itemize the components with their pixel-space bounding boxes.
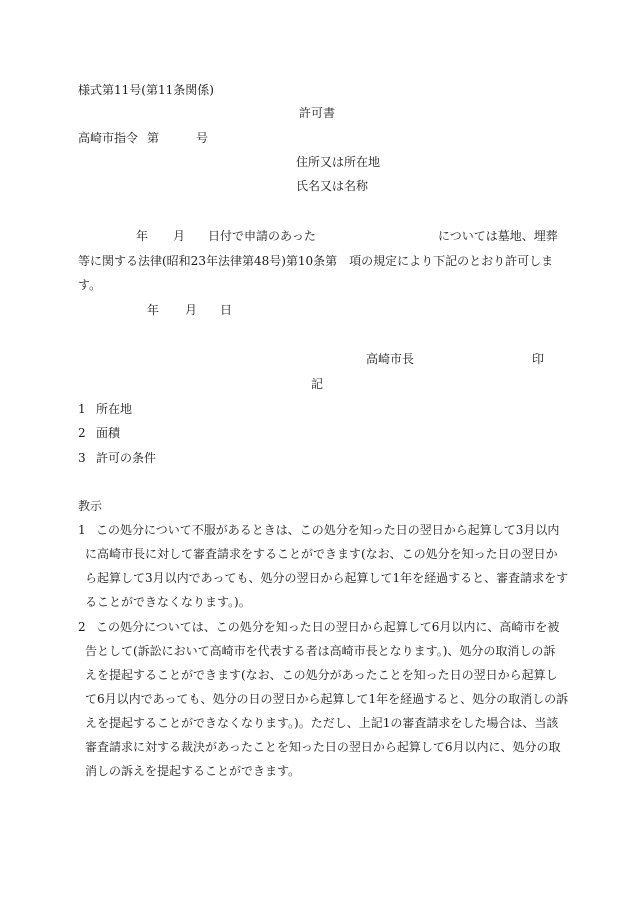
notice-heading: 教示	[78, 499, 103, 513]
notice-item-1-line: に高崎市長に対して審査請求をすることができます(なお、この処分を知った日の翌日か	[85, 547, 558, 561]
directive-prefix: 高崎市指令	[78, 131, 139, 145]
form-number: 様式第11号(第11条関係)	[78, 83, 214, 97]
item-1-label: 所在地	[96, 402, 133, 416]
ki-heading: 記	[311, 377, 324, 391]
directive-dai: 第	[147, 131, 160, 145]
issuer-seal: 印	[532, 352, 545, 366]
directive-go: 号	[196, 131, 209, 145]
notice-item-1-num: 1	[78, 523, 86, 537]
body-line2: 等に関する法律(昭和23年法律第48号)第10条第 項の規定により下記のとおり許可しま	[78, 254, 554, 268]
item-3-num: 3	[78, 451, 86, 465]
body-month: 月	[173, 229, 186, 243]
notice-item-2-num: 2	[78, 620, 86, 634]
issue-month: 月	[185, 303, 198, 317]
issue-day: 日	[220, 303, 233, 317]
notice-item-1-line: ることができなくなります。)。	[85, 595, 251, 609]
item-2-label: 面積	[96, 426, 121, 440]
address-label: 住所又は所在地	[296, 155, 381, 169]
notice-item-2-line: 消しの訴えを提起することができます。	[85, 764, 301, 778]
issue-year: 年	[147, 303, 160, 317]
body-year: 年	[136, 229, 149, 243]
item-2-num: 2	[78, 426, 86, 440]
notice-item-1-line: ら起算して3月以内であっても、処分の翌日から起算して1年を経過すると、審査請求をす	[85, 571, 569, 585]
notice-item-2-line: て6月以内であっても、処分の日の翌日から起算して1年を経過すると、処分の取消しの訴	[85, 692, 569, 706]
body-line3: す。	[78, 278, 102, 292]
notice-item-2-line: えを提起することができます(なお、この処分があったことを知った日の翌日から起算し	[85, 668, 558, 682]
item-1-num: 1	[78, 402, 86, 416]
name-label: 氏名又は名称	[296, 179, 369, 193]
notice-item-2-line: 告として(訴訟において高崎市を代表する者は高崎市長となります。)、処分の取消しの訴	[85, 644, 556, 658]
item-3-label: 許可の条件	[96, 451, 157, 465]
notice-item-2-line: 審査請求に対する裁決があったことを知った日の翌日から起算して6月以内に、処分の取	[85, 740, 561, 754]
notice-item-1-line: この処分について不服があるときは、この処分を知った日の翌日から起算して3月以内	[96, 523, 560, 537]
body-line1-rest: については墓地、埋葬	[438, 229, 558, 243]
issuer-title: 高崎市長	[366, 352, 415, 366]
notice-item-2-line: この処分については、この処分を知った日の翌日から起算して6月以内に、高崎市を被	[96, 620, 560, 634]
notice-item-2-line: えを提起することができなくなります。)。ただし、上記1の審査請求をした場合は、当該	[85, 716, 559, 730]
body-date-text: 日付で申請のあった	[208, 229, 316, 243]
document-title: 許可書	[299, 106, 336, 120]
